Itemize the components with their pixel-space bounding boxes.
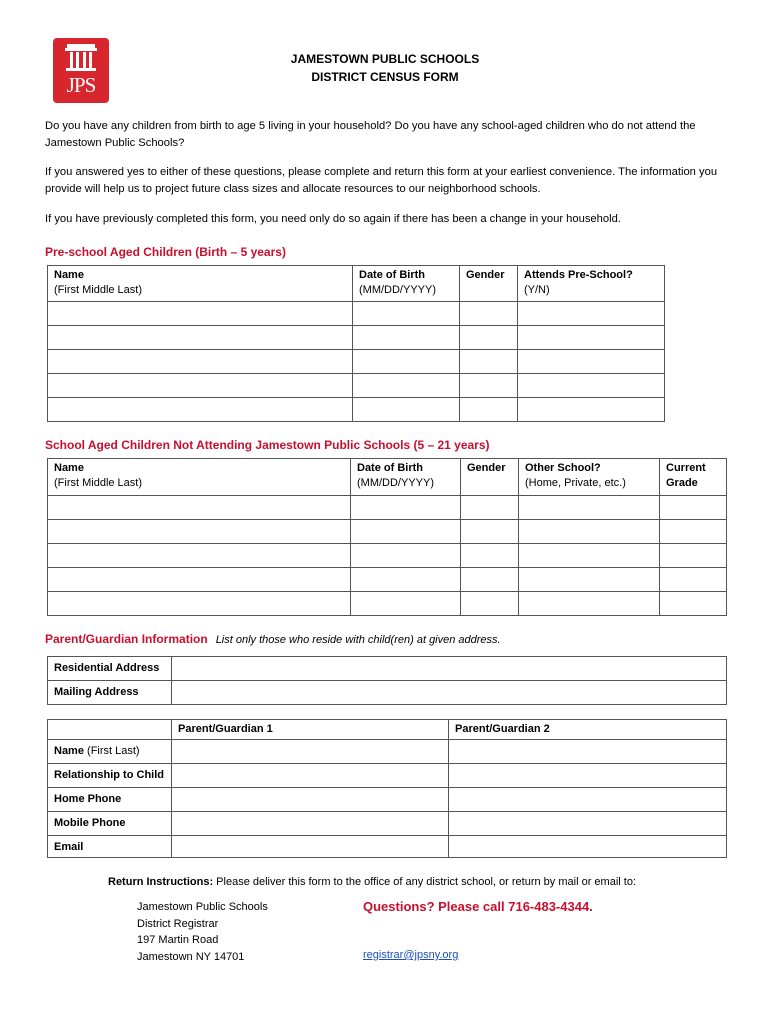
intro-paragraph-3: If you have previously completed this form, you need only do so again if there has been a change in your household. [45, 213, 621, 225]
col-header-grade: Current Grade [660, 459, 727, 496]
questions-phone: Questions? Please call 716-483-4344. [363, 899, 593, 914]
logo-text: JPS [66, 73, 96, 97]
preschool-heading: Pre-school Aged Children (Birth – 5 years) [45, 245, 286, 259]
guardian-1-mobile-phone-field[interactable] [172, 812, 449, 836]
guardian-table [47, 719, 727, 858]
address-line: District Registrar [137, 917, 219, 930]
col-header-other-school: Other School? (Home, Private, etc.) [519, 459, 660, 496]
guardian-1-header: Parent/Guardian 1 [172, 720, 449, 740]
school-aged-heading: School Aged Children Not Attending Jamestown Public Schools (5 – 21 years) [45, 438, 490, 452]
parent-heading-note: List only those who reside with child(ren) at given address. [215, 634, 501, 646]
table-row [48, 350, 665, 374]
guardian-1-name-field[interactable] [172, 740, 449, 764]
mailing-address-field[interactable] [172, 681, 727, 705]
address-line: 197 Martin Road [137, 934, 219, 946]
return-instructions [108, 876, 636, 888]
col-header-dob: Date of Birth (MM/DD/YYYY) [353, 266, 460, 302]
relationship-label: Relationship to Child [48, 764, 172, 788]
guardian-2-home-phone-field[interactable] [449, 788, 727, 812]
table-row [48, 520, 727, 544]
address-line: Jamestown NY 14701 [137, 950, 245, 963]
table-row [48, 836, 727, 858]
table-row [48, 544, 727, 568]
page-subtitle: DISTRICT CENSUS FORM [311, 70, 459, 84]
return-label: Return Instructions: [108, 876, 214, 888]
address-table [47, 656, 727, 705]
email-label: Email [48, 836, 172, 858]
table-row [48, 496, 727, 520]
guardian-2-name-field[interactable] [449, 740, 727, 764]
preschool-table [47, 265, 665, 422]
mailing-address-label: Mailing Address [48, 681, 172, 705]
table-row [48, 326, 665, 350]
col-header-name: Name (First Middle Last) [48, 266, 353, 302]
table-row [48, 568, 727, 592]
guardian-2-mobile-phone-field[interactable] [449, 812, 727, 836]
name-label: Name (First Last) [48, 740, 172, 764]
table-row [48, 374, 665, 398]
table-row [48, 657, 727, 681]
table-header-row [48, 720, 727, 740]
intro-paragraph-2: If you answered yes to either of these questions, please complete and return this form at your earliest convenience. The information you provide will help us to project future class sizes and allocate resources to our neighborhood schools. [45, 166, 718, 195]
table-row [48, 681, 727, 705]
guardian-1-email-field[interactable] [172, 836, 449, 858]
mailing-address-block [137, 899, 268, 965]
school-aged-table [47, 458, 727, 616]
residential-address-field[interactable] [172, 657, 727, 681]
guardian-1-home-phone-field[interactable] [172, 788, 449, 812]
table-row [48, 302, 665, 326]
residential-address-label: Residential Address [48, 657, 172, 681]
table-row [48, 764, 727, 788]
col-header-gender: Gender [460, 266, 518, 302]
table-row [48, 398, 665, 422]
guardian-1-relationship-field[interactable] [172, 764, 449, 788]
table-header-row [48, 459, 727, 496]
col-header-attends: Attends Pre-School? (Y/N) [518, 266, 665, 302]
table-row [48, 592, 727, 616]
col-header-name: Name (First Middle Last) [48, 459, 351, 496]
guardian-2-email-field[interactable] [449, 836, 727, 858]
parent-heading-label: Parent/Guardian Information [45, 632, 208, 646]
page-title: JAMESTOWN PUBLIC SCHOOLS [290, 52, 480, 66]
mobile-phone-label: Mobile Phone [48, 812, 172, 836]
address-line: Jamestown Public Schools [137, 901, 268, 913]
parent-heading [45, 632, 501, 646]
table-row [48, 812, 727, 836]
registrar-email-link[interactable]: registrar@jpsny.org [363, 949, 459, 961]
home-phone-label: Home Phone [48, 788, 172, 812]
guardian-2-relationship-field[interactable] [449, 764, 727, 788]
table-row [48, 788, 727, 812]
table-header-row [48, 266, 665, 302]
col-header-dob: Date of Birth (MM/DD/YYYY) [351, 459, 461, 496]
col-header-gender: Gender [461, 459, 519, 496]
table-row [48, 740, 727, 764]
guardian-2-header: Parent/Guardian 2 [449, 720, 727, 740]
intro-paragraph-1: Do you have any children from birth to age 5 living in your household? Do you have any school-aged children who do not attend the Jamestown Public Schools? [45, 120, 696, 149]
return-text: Please deliver this form to the office of any district school, or return by mail or email to: [213, 876, 636, 888]
